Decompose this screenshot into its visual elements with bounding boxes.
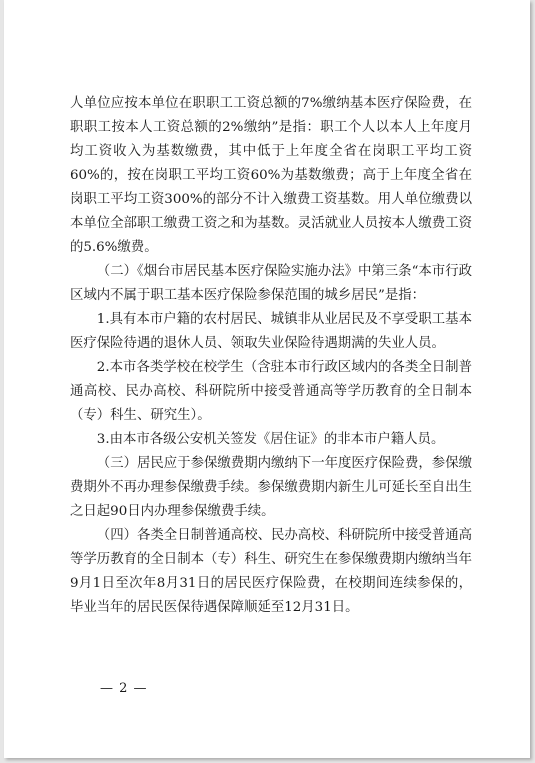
document-body [70,92,472,620]
document-page [4,0,530,758]
paragraph-section-four: （四）各类全日制普通高校、民办高校、科研院所中接受普通高等学历教育的全日制本（专）科生、研究生在参保缴费期内缴纳当年9月1日至次年8月31日的居民医疗保险费，在校期间连续参保的，毕业当年的居民医保待遇保障顺延至12月31日。 [70,528,472,615]
paragraph-item-2: 2.本市各类学校在校学生（含驻本市行政区域内的各类全日制普通高校、民办高校、科研院所中接受普通高等学历教育的全日制本（专）科生、研究生）。 [70,360,472,423]
paragraph-contribution-base: 人单位应按本单位在职职工工资总额的7%缴纳基本医疗保险费，在职职工按本人工资总额的2%缴纳”是指：职工个人以本人上年度月均工资收入为基数缴费，其中低于上年度全省在岗职工平均工资60%的，按在岗职工平均工资60%为基数缴费；高于上年度全省在岗职工平均工资300%的部分不计入缴费工资基数。用人单位缴费以本单位全部职工缴费工资之和为基数。灵活就业人员按本人缴费工资的5.6%缴费。 [70,96,472,255]
paragraph-item-1: 1.具有本市户籍的农村居民、城镇非从业居民及不享受职工基本医疗保险待遇的退休人员、领取失业保险待遇期满的失业人员。 [70,312,472,351]
page-number: — 2 — [100,681,148,696]
paragraph-section-two-heading: （二）《烟台市居民基本医疗保险实施办法》中第三条“本市行政区域内不属于职工基本医疗保险参保范围的城乡居民”是指： [70,264,472,303]
paragraph-section-three: （三）居民应于参保缴费期内缴纳下一年度医疗保险费，参保缴费期外不再办理参保缴费手续。参保缴费期内新生儿可延长至自出生之日起90日内办理参保缴费手续。 [70,456,472,519]
paragraph-item-3: 3.由本市各级公安机关签发《居住证》的非本市户籍人员。 [96,432,445,447]
